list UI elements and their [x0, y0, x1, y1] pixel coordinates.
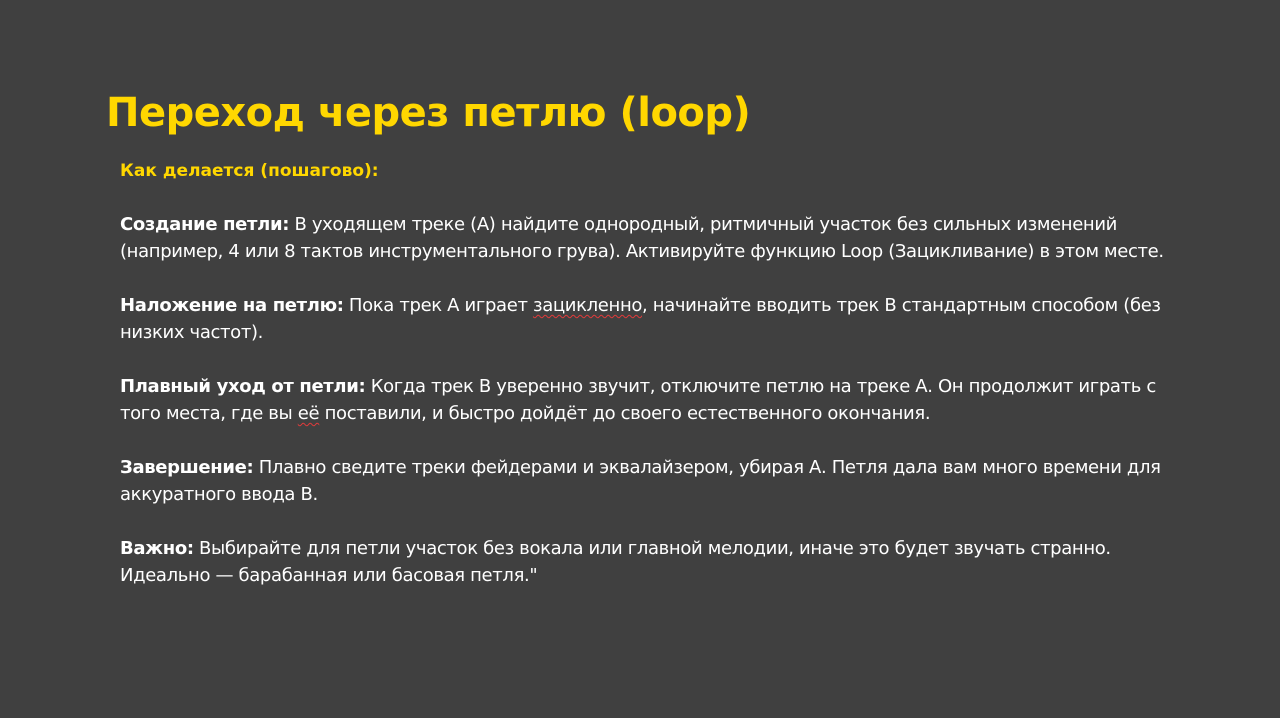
step-text: Пока трек А играет: [343, 295, 533, 316]
step-label: Наложение на петлю:: [120, 295, 344, 316]
step-overlay-loop: [120, 292, 1200, 346]
step-text: В уходящем треке (А) найдите однородный, ритмичный участок без сильных изменений (например, 4 или 8 тактов инструментального грува). Активируйте функцию Loop (Зацикливание) в этом месте.: [120, 214, 1164, 262]
slide-content: [120, 158, 1200, 616]
slide-subtitle: Как делается (пошагово):: [120, 161, 379, 181]
step-label: Важно:: [120, 538, 194, 559]
spellcheck-flagged-word[interactable]: её: [297, 403, 320, 424]
step-text: Плавно сведите треки фейдерами и эквалайзером, убирая А. Петля дала вам много времени для аккуратного ввода В.: [120, 457, 1161, 505]
spellcheck-flagged-word[interactable]: зацикленно: [532, 295, 643, 316]
step-text: Выбирайте для петли участок без вокала или главной мелодии, иначе это будет звучать странно. Идеально — барабанная или басовая петля.": [120, 538, 1111, 586]
step-important-note: [120, 535, 1200, 589]
step-creating-loop: [120, 211, 1200, 265]
step-text: поставили, и быстро дойдёт до своего естественного окончания.: [319, 403, 931, 424]
step-text: Когда трек В уверенно звучит, отключите петлю на треке А. Он продолжит играть с того места, где вы: [120, 376, 1156, 424]
step-label: Завершение:: [120, 457, 254, 478]
step-label: Создание петли:: [120, 214, 290, 235]
step-finishing: [120, 454, 1200, 508]
step-label: Плавный уход от петли:: [120, 376, 366, 397]
slide-title: Переход через петлю (loop): [106, 90, 751, 136]
step-text: , начинайте вводить трек В стандартным способом (без низких частот).: [120, 295, 1161, 343]
step-leaving-loop: [120, 373, 1200, 427]
